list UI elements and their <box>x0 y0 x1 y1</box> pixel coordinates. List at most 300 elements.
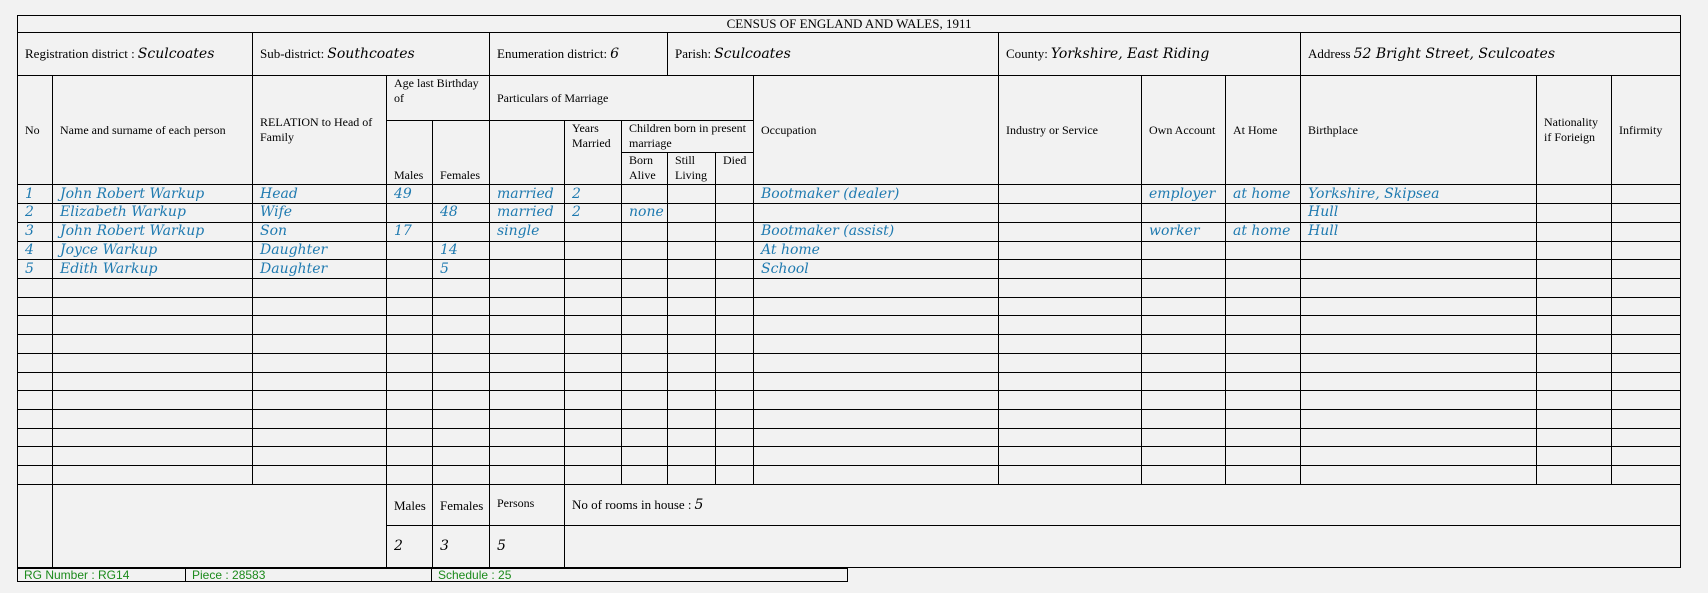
row-died <box>716 185 754 204</box>
empty-cell <box>490 372 565 391</box>
row-birthplace: Hull <box>1301 222 1537 241</box>
row-years-married <box>565 260 622 279</box>
empty-cell <box>18 428 53 447</box>
empty-row <box>18 297 1681 316</box>
sub-district-label: Sub-district: <box>260 45 325 61</box>
empty-row <box>18 335 1681 354</box>
empty-cell <box>1612 335 1681 354</box>
empty-cell <box>387 353 433 372</box>
empty-cell <box>18 279 53 298</box>
empty-cell <box>565 316 622 335</box>
empty-cell <box>716 447 754 466</box>
row-occupation: School <box>754 260 999 279</box>
empty-cell <box>1537 297 1612 316</box>
empty-cell <box>490 279 565 298</box>
empty-cell <box>1301 316 1537 335</box>
row-no: 3 <box>18 222 53 241</box>
row-marital: single <box>490 222 565 241</box>
row-birthplace: Hull <box>1301 204 1537 223</box>
row-marital: married <box>490 185 565 204</box>
empty-cell <box>565 372 622 391</box>
summary-males-value: 2 <box>387 526 433 568</box>
row-years-married <box>565 222 622 241</box>
empty-cell <box>668 391 716 410</box>
row-relation: Head <box>253 185 387 204</box>
empty-cell <box>1612 297 1681 316</box>
empty-cell <box>622 353 668 372</box>
empty-cell <box>433 279 490 298</box>
empty-cell <box>622 316 668 335</box>
row-marital <box>490 241 565 260</box>
rooms-cell <box>565 484 1681 526</box>
header-years-married: Years Married <box>565 120 622 184</box>
empty-cell <box>433 316 490 335</box>
empty-cell <box>1142 428 1226 447</box>
row-birthplace <box>1301 260 1537 279</box>
empty-cell <box>387 447 433 466</box>
header-still-living: Still Living <box>668 153 716 185</box>
row-industry <box>999 204 1142 223</box>
empty-cell <box>622 372 668 391</box>
empty-cell <box>668 335 716 354</box>
row-industry <box>999 185 1142 204</box>
empty-cell <box>1612 466 1681 485</box>
empty-cell <box>668 372 716 391</box>
empty-cell <box>1226 279 1301 298</box>
empty-cell <box>716 372 754 391</box>
header-relation: RELATION to Head of Family <box>253 76 387 185</box>
row-still-living <box>668 260 716 279</box>
summary-males-label: Males <box>387 484 433 526</box>
header-occupation: Occupation <box>754 76 999 185</box>
row-occupation: At home <box>754 241 999 260</box>
row-years-married <box>565 241 622 260</box>
empty-cell <box>622 335 668 354</box>
empty-cell <box>53 372 253 391</box>
header-children: Children born in present marriage <box>622 120 754 152</box>
empty-cell <box>1612 316 1681 335</box>
empty-cell <box>253 316 387 335</box>
row-nationality <box>1537 204 1612 223</box>
empty-cell <box>1301 409 1537 428</box>
row-name: John Robert Warkup <box>53 185 253 204</box>
empty-cell <box>565 335 622 354</box>
header-industry: Industry or Service <box>999 76 1142 185</box>
row-infirmity <box>1612 260 1681 279</box>
empty-cell <box>490 335 565 354</box>
empty-cell <box>622 391 668 410</box>
county <box>999 32 1301 76</box>
empty-cell <box>622 466 668 485</box>
empty-cell <box>1537 428 1612 447</box>
row-born-alive <box>622 260 668 279</box>
empty-cell <box>1612 279 1681 298</box>
header-females: Females <box>433 120 490 184</box>
empty-cell <box>754 279 999 298</box>
row-female-age <box>433 185 490 204</box>
header-infirmity: Infirmity <box>1612 76 1681 185</box>
row-male-age: 17 <box>387 222 433 241</box>
empty-cell <box>999 447 1142 466</box>
row-nationality <box>1537 241 1612 260</box>
info-row <box>18 32 1681 76</box>
empty-cell <box>668 466 716 485</box>
empty-cell <box>53 335 253 354</box>
empty-cell <box>1226 391 1301 410</box>
empty-cell <box>754 428 999 447</box>
row-infirmity <box>1612 204 1681 223</box>
row-relation: Son <box>253 222 387 241</box>
empty-cell <box>1537 316 1612 335</box>
empty-row <box>18 447 1681 466</box>
empty-row <box>18 391 1681 410</box>
empty-cell <box>18 466 53 485</box>
empty-cell <box>668 428 716 447</box>
row-died <box>716 204 754 223</box>
empty-cell <box>18 353 53 372</box>
empty-cell <box>565 279 622 298</box>
header-row-1 <box>18 76 1681 121</box>
empty-row <box>18 372 1681 391</box>
empty-cell <box>490 409 565 428</box>
row-born-alive: none <box>622 204 668 223</box>
header-birthplace: Birthplace <box>1301 76 1537 185</box>
summary-blank-name <box>53 484 387 567</box>
row-occupation: Bootmaker (dealer) <box>754 185 999 204</box>
empty-cell <box>490 391 565 410</box>
empty-cell <box>999 466 1142 485</box>
empty-cell <box>565 466 622 485</box>
empty-cell <box>433 391 490 410</box>
empty-cell <box>1142 297 1226 316</box>
reference-footer <box>17 568 848 582</box>
empty-cell <box>716 428 754 447</box>
summary-persons-label: Persons <box>490 484 565 526</box>
empty-cell <box>999 428 1142 447</box>
empty-cell <box>622 409 668 428</box>
row-at-home: at home <box>1226 185 1301 204</box>
empty-cell <box>1226 316 1301 335</box>
empty-cell <box>18 409 53 428</box>
empty-cell <box>253 391 387 410</box>
row-at-home <box>1226 241 1301 260</box>
row-industry <box>999 260 1142 279</box>
empty-cell <box>1537 279 1612 298</box>
empty-cell <box>1612 428 1681 447</box>
row-name: Joyce Warkup <box>53 241 253 260</box>
empty-cell <box>53 279 253 298</box>
empty-cell <box>754 409 999 428</box>
row-infirmity <box>1612 241 1681 260</box>
empty-cell <box>1612 353 1681 372</box>
empty-cell <box>1301 335 1537 354</box>
row-died <box>716 260 754 279</box>
empty-cell <box>999 297 1142 316</box>
empty-cell <box>622 279 668 298</box>
empty-cell <box>1612 372 1681 391</box>
header-born-alive: Born Alive <box>622 153 668 185</box>
empty-cell <box>1226 335 1301 354</box>
empty-cell <box>387 391 433 410</box>
empty-cell <box>53 297 253 316</box>
empty-cell <box>433 409 490 428</box>
empty-cell <box>1537 335 1612 354</box>
empty-cell <box>716 466 754 485</box>
summary-label-row <box>18 484 1681 526</box>
row-at-home <box>1226 204 1301 223</box>
empty-cell <box>53 391 253 410</box>
empty-cell <box>754 316 999 335</box>
empty-cell <box>1301 466 1537 485</box>
empty-cell <box>1142 316 1226 335</box>
empty-cell <box>490 316 565 335</box>
row-nationality <box>1537 185 1612 204</box>
empty-cell <box>387 466 433 485</box>
empty-cell <box>668 297 716 316</box>
empty-cell <box>18 372 53 391</box>
empty-cell <box>490 466 565 485</box>
row-nationality <box>1537 222 1612 241</box>
empty-cell <box>1226 372 1301 391</box>
row-own-account <box>1142 241 1226 260</box>
county-label: County: <box>1006 45 1048 61</box>
empty-cell <box>433 447 490 466</box>
empty-cell <box>253 466 387 485</box>
empty-cell <box>1537 372 1612 391</box>
empty-cell <box>18 335 53 354</box>
row-no: 5 <box>18 260 53 279</box>
row-died <box>716 241 754 260</box>
header-no: No <box>18 76 53 185</box>
row-no: 2 <box>18 204 53 223</box>
empty-cell <box>622 297 668 316</box>
empty-row <box>18 409 1681 428</box>
row-born-alive <box>622 222 668 241</box>
table-row <box>18 241 1681 260</box>
empty-cell <box>622 428 668 447</box>
sub-district-value: Southcoates <box>327 45 415 62</box>
empty-cell <box>1537 466 1612 485</box>
row-male-age <box>387 204 433 223</box>
empty-cell <box>1142 409 1226 428</box>
empty-cell <box>622 447 668 466</box>
empty-cell <box>433 466 490 485</box>
empty-cell <box>1612 409 1681 428</box>
empty-cell <box>716 409 754 428</box>
empty-cell <box>387 297 433 316</box>
summary-persons-value: 5 <box>490 526 565 568</box>
empty-cell <box>253 447 387 466</box>
rooms-value: 5 <box>694 497 704 514</box>
summary-blank-rest <box>565 526 1681 568</box>
address-label: Address <box>1308 45 1351 61</box>
empty-cell <box>387 335 433 354</box>
empty-row <box>18 353 1681 372</box>
empty-cell <box>253 335 387 354</box>
empty-cell <box>1537 391 1612 410</box>
registration-district-label: Registration district : <box>25 45 135 61</box>
empty-cell <box>387 409 433 428</box>
empty-cell <box>53 409 253 428</box>
row-male-age: 49 <box>387 185 433 204</box>
empty-cell <box>565 428 622 447</box>
empty-cell <box>433 297 490 316</box>
row-own-account: employer <box>1142 185 1226 204</box>
piece-number: Piece : 28583 <box>186 569 432 582</box>
empty-cell <box>754 466 999 485</box>
row-at-home: at home <box>1226 222 1301 241</box>
empty-cell <box>754 297 999 316</box>
row-male-age <box>387 260 433 279</box>
empty-cell <box>18 316 53 335</box>
row-born-alive <box>622 185 668 204</box>
empty-cell <box>999 335 1142 354</box>
row-female-age: 48 <box>433 204 490 223</box>
schedule-number: Schedule : 25 <box>432 569 848 582</box>
row-still-living <box>668 222 716 241</box>
empty-cell <box>253 372 387 391</box>
empty-cell <box>1301 428 1537 447</box>
registration-district-value: Sculcoates <box>137 45 215 62</box>
empty-cell <box>716 353 754 372</box>
empty-cell <box>1226 447 1301 466</box>
empty-cell <box>1142 353 1226 372</box>
row-nationality <box>1537 260 1612 279</box>
table-row <box>18 222 1681 241</box>
empty-cell <box>433 372 490 391</box>
empty-cell <box>668 409 716 428</box>
summary-females-label: Females <box>433 484 490 526</box>
empty-cell <box>1537 353 1612 372</box>
empty-cell <box>1301 372 1537 391</box>
row-male-age <box>387 241 433 260</box>
empty-row <box>18 428 1681 447</box>
row-name: Elizabeth Warkup <box>53 204 253 223</box>
row-industry <box>999 222 1142 241</box>
row-industry <box>999 241 1142 260</box>
empty-cell <box>1301 391 1537 410</box>
header-name: Name and surname of each person <box>53 76 253 185</box>
empty-cell <box>1142 372 1226 391</box>
row-birthplace <box>1301 241 1537 260</box>
empty-cell <box>1226 428 1301 447</box>
row-at-home <box>1226 260 1301 279</box>
row-female-age: 14 <box>433 241 490 260</box>
empty-cell <box>716 316 754 335</box>
empty-cell <box>716 391 754 410</box>
empty-row <box>18 316 1681 335</box>
empty-cell <box>754 391 999 410</box>
empty-cell <box>565 297 622 316</box>
county-value: Yorkshire, East Riding <box>1050 45 1210 62</box>
row-still-living <box>668 241 716 260</box>
empty-cell <box>999 372 1142 391</box>
empty-cell <box>387 316 433 335</box>
empty-cell <box>1301 279 1537 298</box>
row-marital <box>490 260 565 279</box>
empty-cell <box>565 409 622 428</box>
row-still-living <box>668 185 716 204</box>
row-infirmity <box>1612 185 1681 204</box>
empty-cell <box>668 316 716 335</box>
empty-cell <box>668 353 716 372</box>
empty-cell <box>1226 466 1301 485</box>
row-occupation <box>754 204 999 223</box>
row-relation: Wife <box>253 204 387 223</box>
row-name: Edith Warkup <box>53 260 253 279</box>
header-marriage: Particulars of Marriage <box>490 76 754 121</box>
header-males: Males <box>387 120 433 184</box>
empty-cell <box>716 279 754 298</box>
row-marital: married <box>490 204 565 223</box>
empty-cell <box>1301 353 1537 372</box>
row-female-age <box>433 222 490 241</box>
address-value: 52 Bright Street, Sculcoates <box>1353 45 1556 62</box>
empty-cell <box>1537 409 1612 428</box>
empty-cell <box>253 279 387 298</box>
empty-cell <box>565 353 622 372</box>
empty-cell <box>999 279 1142 298</box>
table-row <box>18 185 1681 204</box>
empty-cell <box>490 353 565 372</box>
empty-cell <box>18 447 53 466</box>
row-relation: Daughter <box>253 260 387 279</box>
row-own-account: worker <box>1142 222 1226 241</box>
enumeration-district-label: Enumeration district: <box>497 45 608 61</box>
header-nationality: Nationality if Forieign <box>1537 76 1612 185</box>
form-title: CENSUS OF ENGLAND AND WALES, 1911 <box>18 16 1681 33</box>
row-female-age: 5 <box>433 260 490 279</box>
header-age: Age last Birthday of <box>387 76 490 121</box>
empty-cell <box>999 316 1142 335</box>
row-no: 4 <box>18 241 53 260</box>
summary-blank-no <box>18 484 53 567</box>
empty-cell <box>1612 391 1681 410</box>
empty-row <box>18 466 1681 485</box>
empty-cell <box>1142 447 1226 466</box>
enumeration-district <box>490 32 668 76</box>
empty-cell <box>18 391 53 410</box>
empty-cell <box>754 372 999 391</box>
empty-cell <box>1142 466 1226 485</box>
empty-cell <box>433 428 490 447</box>
empty-cell <box>565 391 622 410</box>
row-name: John Robert Warkup <box>53 222 253 241</box>
empty-cell <box>53 353 253 372</box>
empty-cell <box>253 353 387 372</box>
empty-cell <box>490 428 565 447</box>
empty-cell <box>53 447 253 466</box>
empty-cell <box>754 353 999 372</box>
address <box>1301 32 1681 76</box>
row-own-account <box>1142 260 1226 279</box>
census-form <box>17 15 1681 568</box>
parish-label: Parish: <box>675 45 712 61</box>
empty-cell <box>999 353 1142 372</box>
empty-cell <box>18 297 53 316</box>
header-marital-blank <box>490 120 565 184</box>
row-born-alive <box>622 241 668 260</box>
empty-cell <box>1142 335 1226 354</box>
empty-row <box>18 279 1681 298</box>
rg-number: RG Number : RG14 <box>18 569 186 582</box>
empty-cell <box>1226 409 1301 428</box>
header-own-account: Own Account <box>1142 76 1226 185</box>
empty-cell <box>754 335 999 354</box>
parish-value: Sculcoates <box>714 45 791 62</box>
empty-cell <box>490 447 565 466</box>
row-own-account <box>1142 204 1226 223</box>
